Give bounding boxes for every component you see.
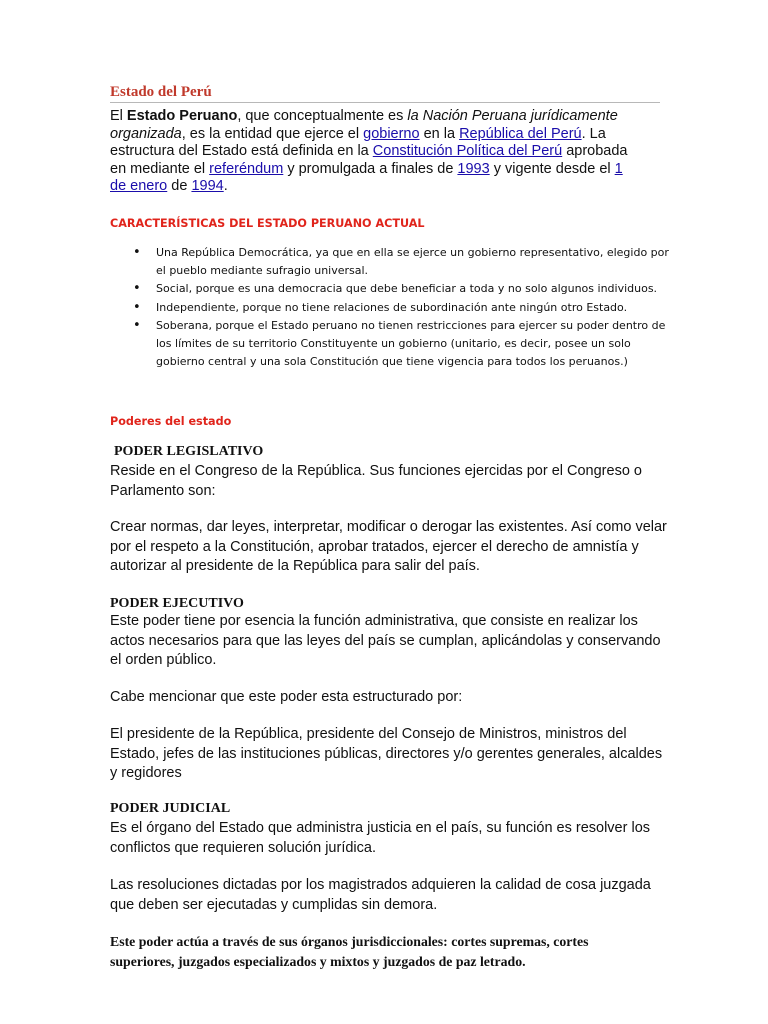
intro-text: , que conceptualmente es [237,108,408,124]
intro-text: en la [419,125,460,142]
intro-italic: la Nación Peruana jurídicamente organizada [110,108,618,142]
list-item [110,244,670,280]
legislativo-heading: PODER LEGISLATIVO [114,444,264,459]
ejecutivo-paragraph-2: Cabe mencionar que este poder esta estructurado por: [110,689,463,705]
list-item-text: Soberana, porque el Estado peruano no tienen restricciones para ejercer su poder dentro de los límites de su territorio Constituyente un gobierno (unitario, es decir, posee un solo gobierno central y una sola Constitución que tiene vigencia para todos los peruanos.) [156,318,666,369]
list-item-text: Una República Democrática, ya que en ella se ejerce un gobierno representativo, elegido por el pueblo mediante sufragio universal. [156,246,669,278]
list-item-text: Social, porque es una democracia que debe beneficiar a toda y no solo algunos individuos. [156,282,658,296]
legislativo-paragraph-2: Crear normas, dar leyes, interpretar, modificar o derogar las existentes. Así como velar por el respeto a la Constitución, aprobar tratados, ejercer el derecho de amnistía y autorizar al presidente de la República para salir del país. [110,519,667,574]
bullet-icon: • [133,299,141,315]
bullet-icon: • [133,281,141,297]
intro-text: de [167,178,192,194]
link-gobierno[interactable]: gobierno [363,125,420,142]
intro-text: . La estructura del Estado está definida en la [110,125,606,159]
list-item [110,317,670,372]
intro-text: , es la entidad que ejerce el [181,125,364,142]
estado-peruano-bold: Estado Peruano [126,108,238,124]
intro-text: aprobada en mediante el [110,143,628,177]
link-constitucion[interactable]: Constitución Política del Perú [372,143,563,159]
ejecutivo-paragraph-1: Este poder tiene por esencia la función administrativa, que consiste en realizar los actos necesarios para que las leyes del país se cumplan, aplicándolas y conservando el orden público. [110,613,661,668]
judicial-heading: PODER JUDICIAL [110,801,231,816]
link-1-de-enero[interactable]: 1 de enero [110,160,623,194]
link-1994[interactable]: 1994 [191,178,224,194]
link-1993[interactable]: 1993 [457,160,490,177]
intro-text: y vigente desde el [489,160,615,177]
judicial-paragraph-1: Es el órgano del Estado que administra justicia en el país, su función es resolver los conflictos que requieren solución jurídica. [110,820,651,856]
judicial-paragraph-3: Este poder actúa a través de sus órganos jurisdiccionales: cortes supremas, cortes superiores, juzgados especializados y mixtos y juzgados de paz letrado. [110,934,589,969]
caracteristicas-heading: CARACTERÍSTICAS DEL ESTADO PERUANO ACTUAL [110,217,425,230]
page-title: Estado del Perú [110,84,212,100]
intro-text: . [223,178,228,194]
bullet-icon: • [133,245,141,260]
intro-text: y promulgada a finales de [283,160,458,177]
caracteristicas-list [110,244,670,371]
list-item [110,280,670,298]
list-item-text: Independiente, porque no tiene relaciones de subordinación ante ningún otro Estado. [156,300,628,314]
ejecutivo-paragraph-3: El presidente de la República, presidente del Consejo de Ministros, ministros del Estado, jefes de las instituciones públicas, directores y/o gerentes generales, alcaldes y regidores [110,726,663,781]
link-republica-del-peru[interactable]: República del Perú [459,125,582,142]
intro-text: El [110,108,127,124]
judicial-paragraph-2: Las resoluciones dictadas por los magistrados adquieren la calidad de cosa juzgada que deben ser ejecutadas y cumplidas sin demora. [110,877,651,913]
poderes-heading: Poderes del estado [110,415,232,428]
ejecutivo-heading: PODER EJECUTIVO [110,596,244,611]
title-divider [110,102,660,103]
link-referendum[interactable]: referéndum [209,160,284,177]
legislativo-paragraph-1: Reside en el Congreso de la República. Sus funciones ejercidas por el Congreso o Parlamento son: [110,463,642,499]
bullet-icon: • [133,317,141,333]
intro-paragraph [110,108,640,196]
list-item [110,299,670,317]
